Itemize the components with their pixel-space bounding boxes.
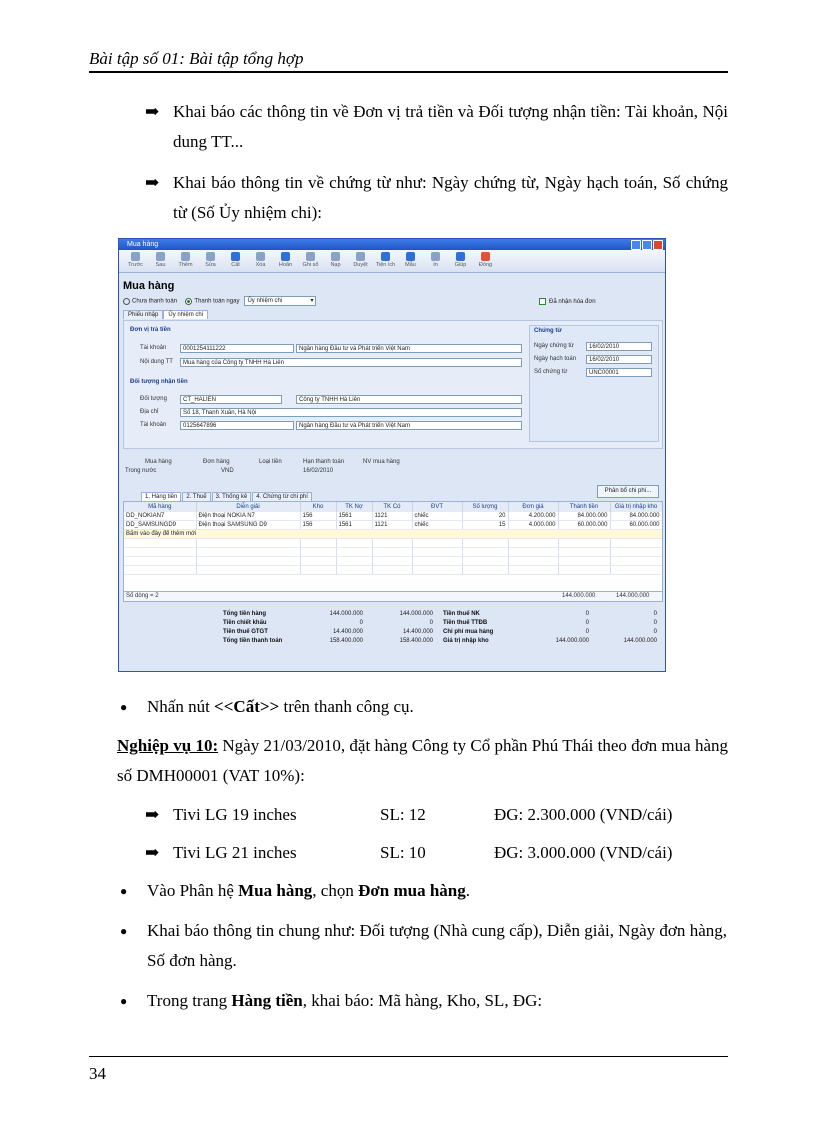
payee-object-field[interactable]: CT_HALIEN xyxy=(180,395,282,404)
prev-icon xyxy=(131,252,140,261)
item-2-qty: SL: 10 xyxy=(380,843,426,862)
bullet-icon: ● xyxy=(120,924,128,938)
edit-button[interactable]: Sửa xyxy=(198,250,223,272)
tab-goods-money[interactable]: 1. Hàng tiền xyxy=(141,492,181,501)
tab-payment-order[interactable]: Ủy nhiệm chi xyxy=(163,310,208,319)
footer-rule xyxy=(89,1056,728,1057)
next-button[interactable]: Sau xyxy=(148,250,173,272)
bullet-save: Nhấn nút <<Cất>> trên thanh công cụ. xyxy=(147,697,414,716)
payer-account-field[interactable]: 0001254111222 xyxy=(180,344,294,353)
edit-icon xyxy=(206,252,215,261)
prev-button[interactable]: Trước xyxy=(123,250,148,272)
radio-paid[interactable] xyxy=(185,298,192,305)
close-form-button[interactable]: Đóng xyxy=(473,250,498,272)
payee-bank-field[interactable]: Ngân hàng Đầu tư và Phát triển Việt Nam xyxy=(296,421,522,430)
totals-block: Tổng tiền hàng 144.000.000 144.000.000 Tiền thuế NK 0 0 Tiền chiết khấu 0 0 Tiền thuế TTĐB 0 0 Tiền thuế GTGT 14.400.000 14.400.000 Chi phí mua hàng 0 0 Tổng tiền thanh toán 158.400.000 158.400.000 Giá trị nhập kho 144.000.000 144.000.000 xyxy=(223,611,657,644)
task-10: Nghiệp vụ 10: Ngày 21/03/2010, đặt hàng Công ty Cổ phần Phú Thái theo đơn mua hàng số DMH00001 (VAT 10%): xyxy=(117,736,728,785)
payee-account-field[interactable]: 0125647896 xyxy=(180,421,294,430)
bullet-icon: ● xyxy=(120,884,128,898)
template-icon xyxy=(406,252,415,261)
page-header: Bài tập số 01: Bài tập tổng hợp xyxy=(89,49,304,68)
print-button[interactable]: In xyxy=(423,250,448,272)
item-2-name: Tivi LG 21 inches xyxy=(173,843,297,862)
form-title: Mua hàng xyxy=(123,280,175,292)
detail-grid: Mã hàng Diễn giải Kho TK Nợ TK Có ĐVT Số lượng Đơn giá Thành tiền Giá trị nhập kho DD_NOKIAN7 Điện thoại NOKIA N7 156 1561 1121 chiếc 20 4.200.000 84.000.000 84.000.000 DD_SAMSUNGD9 Điện thoại SAMSUNG D9 156 1561 1121 chiếc 15 4.000.000 60.000.000 60.000.000 Bấm vào đây để thêm mới xyxy=(123,501,663,593)
window-title: Mua hàng xyxy=(127,241,159,248)
payee-name-field[interactable]: Công ty TNHH Hà Liên xyxy=(296,395,522,404)
delete-button[interactable]: Xóa xyxy=(248,250,273,272)
tab-cost-vouchers[interactable]: 4. Chứng từ chi phí xyxy=(252,492,312,501)
arrow-icon: ➡ xyxy=(145,805,160,824)
payer-bank-field[interactable]: Ngân hàng Đầu tư và Phát triển Việt Nam xyxy=(296,344,522,353)
radio-unpaid[interactable] xyxy=(123,298,130,305)
save-button[interactable]: Cất xyxy=(223,250,248,272)
add-icon xyxy=(181,252,190,261)
item-2-price: ĐG: 3.000.000 (VND/cái) xyxy=(494,843,673,862)
payee-address-field[interactable]: Số 18, Thanh Xuân, Hà Nội xyxy=(180,408,522,417)
approve-button[interactable]: Duyệt xyxy=(348,250,373,272)
post-icon xyxy=(306,252,315,261)
voucher-title: Chứng từ xyxy=(534,328,562,334)
add-row[interactable]: Bấm vào đây để thêm mới xyxy=(124,530,662,539)
close-icon xyxy=(481,252,490,261)
item-1-name: Tivi LG 19 inches xyxy=(173,805,297,824)
header-rule xyxy=(89,71,728,73)
posting-date-field[interactable]: 16/02/2010 xyxy=(586,355,652,364)
template-button[interactable]: Mẫu xyxy=(398,250,423,272)
tab-statistics[interactable]: 3. Thống kê xyxy=(212,492,252,501)
check-icon xyxy=(539,298,546,305)
item-1-qty: SL: 12 xyxy=(380,805,426,824)
item-1-price: ĐG: 2.300.000 (VND/cái) xyxy=(494,805,673,824)
step-2: Khai báo thông tin về chứng từ như: Ngày chứng từ, Ngày hạch toán, Số chứng từ (Số Ủy nhiệm chi): xyxy=(173,173,728,222)
help-icon xyxy=(456,252,465,261)
arrow-icon: ➡ xyxy=(145,102,160,121)
payment-method-select[interactable]: Ủy nhiệm chi ▾ xyxy=(244,296,316,306)
undo-button[interactable]: Hoãn xyxy=(273,250,298,272)
utilities-icon xyxy=(381,252,390,261)
delete-icon xyxy=(256,252,265,261)
maximize-icon[interactable] xyxy=(642,240,652,250)
voucher-date-field[interactable]: 16/02/2010 xyxy=(586,342,652,351)
bullet-icon: ● xyxy=(120,700,128,714)
table-row[interactable]: DD_NOKIAN7 Điện thoại NOKIA N7 156 1561 1121 chiếc 20 4.200.000 84.000.000 84.000.000 xyxy=(124,512,662,521)
bullet-general-info: Khai báo thông tin chung như: Đối tượng (Nhà cung cấp), Diễn giải, Ngày đơn hàng, Số đơn hàng. xyxy=(147,921,727,970)
table-row[interactable]: DD_SAMSUNGD9 Điện thoại SAMSUNG D9 156 1561 1121 chiếc 15 4.000.000 60.000.000 60.000.000 xyxy=(124,521,662,530)
voucher-group: Chứng từ Ngày chứng từ 16/02/2010 Ngày hạch toán 16/02/2010 Số chứng từ UNC00001 xyxy=(529,325,659,442)
voucher-number-field[interactable]: UNC00001 xyxy=(586,368,652,377)
bullet-open-module: Vào Phân hệ Mua hàng, chọn Đơn mua hàng. xyxy=(147,881,471,900)
window-titlebar xyxy=(119,239,665,250)
print-icon xyxy=(431,252,440,261)
payment-content-field[interactable]: Mua hàng của Công ty TNHH Hà Liên xyxy=(180,358,522,367)
payee-title: Đối tượng nhận tiền xyxy=(130,379,188,385)
toolbar xyxy=(119,250,665,273)
utilities-button[interactable]: Tiện ích xyxy=(373,250,398,272)
bullet-goods-tab: Trong trang Hàng tiền, khai báo: Mã hàng, Kho, SL, ĐG: xyxy=(147,991,543,1010)
payment-order-panel: Đơn vị trả tiền Tài khoản 0001254111222 Ngân hàng Đầu tư và Phát triển Việt Nam Nội dung TT Mua hàng của Công ty TNHH Hà Liên Đối tượng nhận tiền Đối tượng CT_HALIEN Công ty TNHH Hà Liên Địa chỉ Số 18, Thanh Xuân, Hà Nội Tài khoản 0125647896 Ngân hàng Đầu tư và Phát triển Việt Nam Chứng từ Ngày chứng từ 16/02/2010 Ngày hạch toán 16/02/2010 Số chứng từ UNC00001 xyxy=(123,320,663,449)
chevron-down-icon: ▾ xyxy=(310,298,314,304)
info-strip: Mua hàng Đơn hàng Loại tiền Hạn thanh toán NV mua hàng Trong nước VND 16/02/2010 xyxy=(125,459,400,474)
bullet-icon: ● xyxy=(120,994,128,1008)
undo-icon xyxy=(281,252,290,261)
grid-summary-row: Số dòng = 2 144.000.000 144.000.000 xyxy=(123,591,663,602)
close-icon[interactable] xyxy=(653,240,663,250)
save-icon xyxy=(231,252,240,261)
page-number: 34 xyxy=(89,1064,106,1083)
tab-tax[interactable]: 2. Thuế xyxy=(182,492,210,501)
tab-receipt[interactable]: Phiếu nhập xyxy=(123,310,163,319)
arrow-icon: ➡ xyxy=(145,173,160,192)
form-tabs xyxy=(123,310,208,319)
payer-title: Đơn vị trả tiền xyxy=(130,327,171,333)
software-screenshot xyxy=(118,238,666,672)
payment-options: Chưa thanh toán Thanh toán ngay Ủy nhiệm chi ▾ xyxy=(123,296,316,306)
minimize-icon[interactable] xyxy=(631,240,641,250)
step-1: Khai báo các thông tin về Đơn vị trả tiền và Đối tượng nhận tiền: Tài khoản, Nội dung TT... xyxy=(173,102,728,151)
load-icon xyxy=(331,252,340,261)
detail-tabs xyxy=(141,492,313,501)
add-button[interactable]: Thêm xyxy=(173,250,198,272)
approve-icon xyxy=(356,252,365,261)
allocate-cost-button[interactable]: Phân bổ chi phí... xyxy=(597,485,659,498)
load-button[interactable]: Nạp xyxy=(323,250,348,272)
invoice-checkbox[interactable]: Đã nhận hóa đơn xyxy=(539,298,596,305)
next-icon xyxy=(156,252,165,261)
arrow-icon: ➡ xyxy=(145,843,160,862)
help-button[interactable]: Giúp xyxy=(448,250,473,272)
post-button[interactable]: Ghi sổ xyxy=(298,250,323,272)
